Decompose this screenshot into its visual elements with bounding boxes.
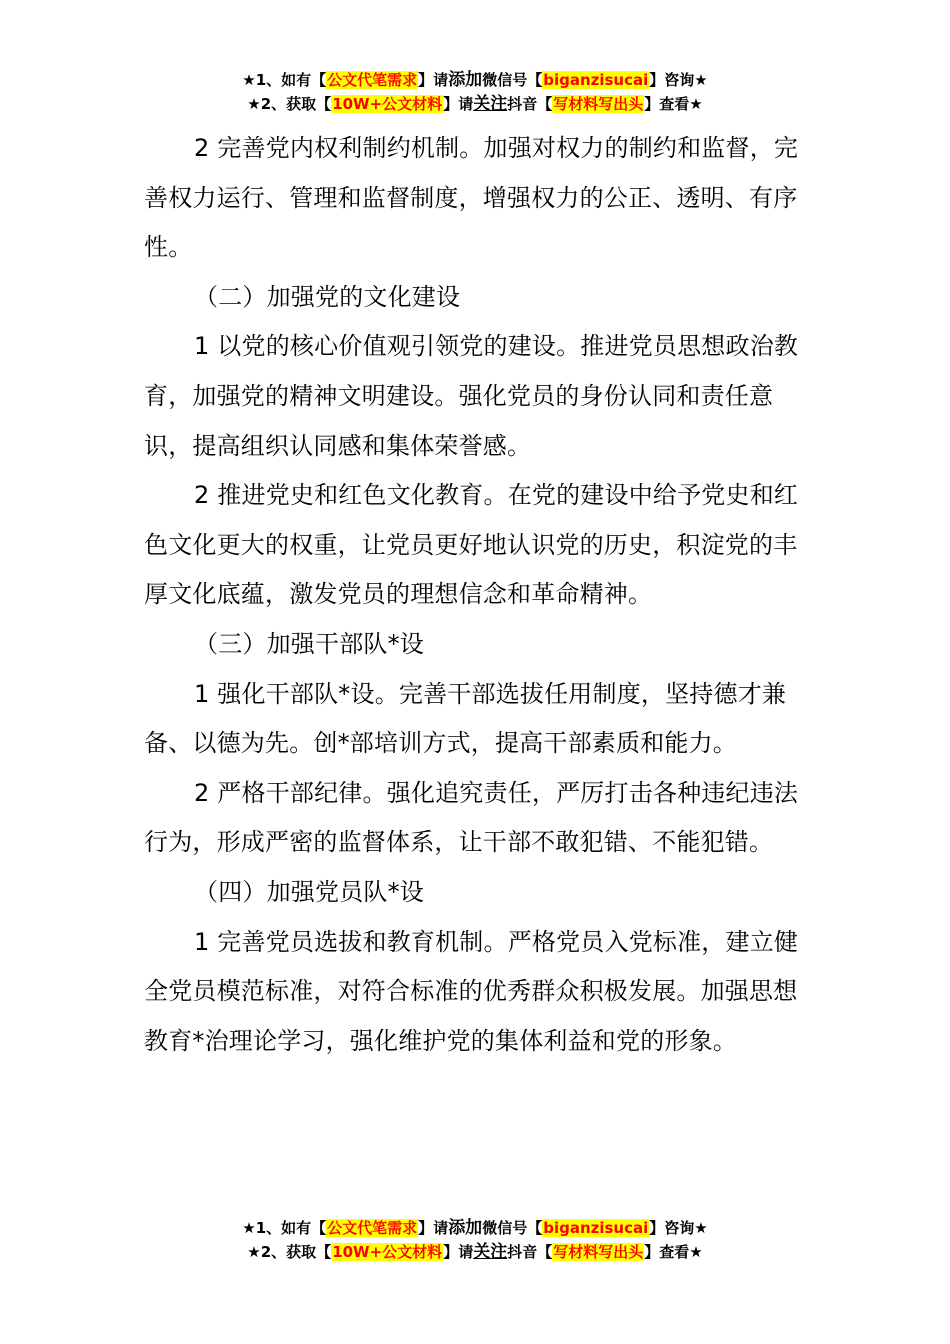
highlight-materials: 10W+公文材料 xyxy=(332,95,443,113)
banner-text: ★1、如有【 xyxy=(242,71,327,89)
section-heading: （三）加强干部队*设 xyxy=(194,629,424,658)
banner-text: 抖音【 xyxy=(507,1243,553,1261)
banner-text: 微信号【 xyxy=(482,71,543,89)
banner-text: 抖音【 xyxy=(507,95,553,113)
banner-emphasis: 关注 xyxy=(473,1242,508,1262)
banner-text: 】请 xyxy=(443,95,474,113)
banner-line-1 xyxy=(0,68,950,92)
highlight-service: 公文代笔需求 xyxy=(327,1219,418,1237)
banner-text: 】请 xyxy=(418,1219,449,1237)
banner-text: ★1、如有【 xyxy=(242,1219,327,1237)
highlight-wechat-id: biganzisucai xyxy=(543,71,649,89)
footer-banner xyxy=(0,1216,950,1264)
paragraph: 2 推进党史和红色文化教育。在党的建设中给予党史和红色文化更大的权重，让党员更好地认识党的历史，积淀党的丰厚文化底蕴，激发党员的理想信念和革命精神。 xyxy=(144,481,799,609)
banner-text: 】查看★ xyxy=(644,95,703,113)
banner-text: ★2、获取【 xyxy=(247,1243,332,1261)
highlight-service: 公文代笔需求 xyxy=(327,71,418,89)
paragraph: 1 强化干部队*设。完善干部选拔任用制度，坚持德才兼备、以德为先。创*部培训方式，提高干部素质和能力。 xyxy=(144,679,787,758)
document-body xyxy=(144,124,808,1066)
paragraph: 2 严格干部纪律。强化追究责任，严厉打击各种违纪违法行为，形成严密的监督体系，让干部不敢犯错、不能犯错。 xyxy=(144,778,799,857)
banner-text: 】咨询★ xyxy=(649,1219,708,1237)
banner-emphasis: 关注 xyxy=(473,94,508,114)
highlight-douyin: 写材料写出头 xyxy=(553,1243,644,1261)
section-heading: （二）加强党的文化建设 xyxy=(194,282,461,311)
banner-emphasis: 添加 xyxy=(448,1218,483,1238)
banner-text: 】咨询★ xyxy=(649,71,708,89)
paragraph: 2 完善党内权利制约机制。加强对权力的制约和监督，完善权力运行、管理和监督制度，增强权力的公正、透明、有序性。 xyxy=(144,134,799,262)
banner-emphasis: 添加 xyxy=(448,70,483,90)
paragraph: 1 以党的核心价值观引领党的建设。推进党员思想政治教育，加强党的精神文明建设。强化党员的身份认同和责任意识，提高组织认同感和集体荣誉感。 xyxy=(144,332,799,460)
header-banner xyxy=(0,68,950,116)
banner-text: ★2、获取【 xyxy=(247,95,332,113)
banner-text: 】请 xyxy=(443,1243,474,1261)
banner-text: 】请 xyxy=(418,71,449,89)
banner-text: 微信号【 xyxy=(482,1219,543,1237)
banner-line-2 xyxy=(0,92,950,116)
banner-line-2 xyxy=(0,1240,950,1264)
banner-line-1 xyxy=(0,1216,950,1240)
paragraph: 1 完善党员选拔和教育机制。严格党员入党标准，建立健全党员模范标准，对符合标准的优秀群众积极发展。加强思想教育*治理论学习，强化维护党的集体利益和党的形象。 xyxy=(144,927,799,1055)
banner-text: 】查看★ xyxy=(644,1243,703,1261)
highlight-wechat-id: biganzisucai xyxy=(543,1219,649,1237)
highlight-douyin: 写材料写出头 xyxy=(553,95,644,113)
highlight-materials: 10W+公文材料 xyxy=(332,1243,443,1261)
section-heading: （四）加强党员队*设 xyxy=(194,877,424,906)
